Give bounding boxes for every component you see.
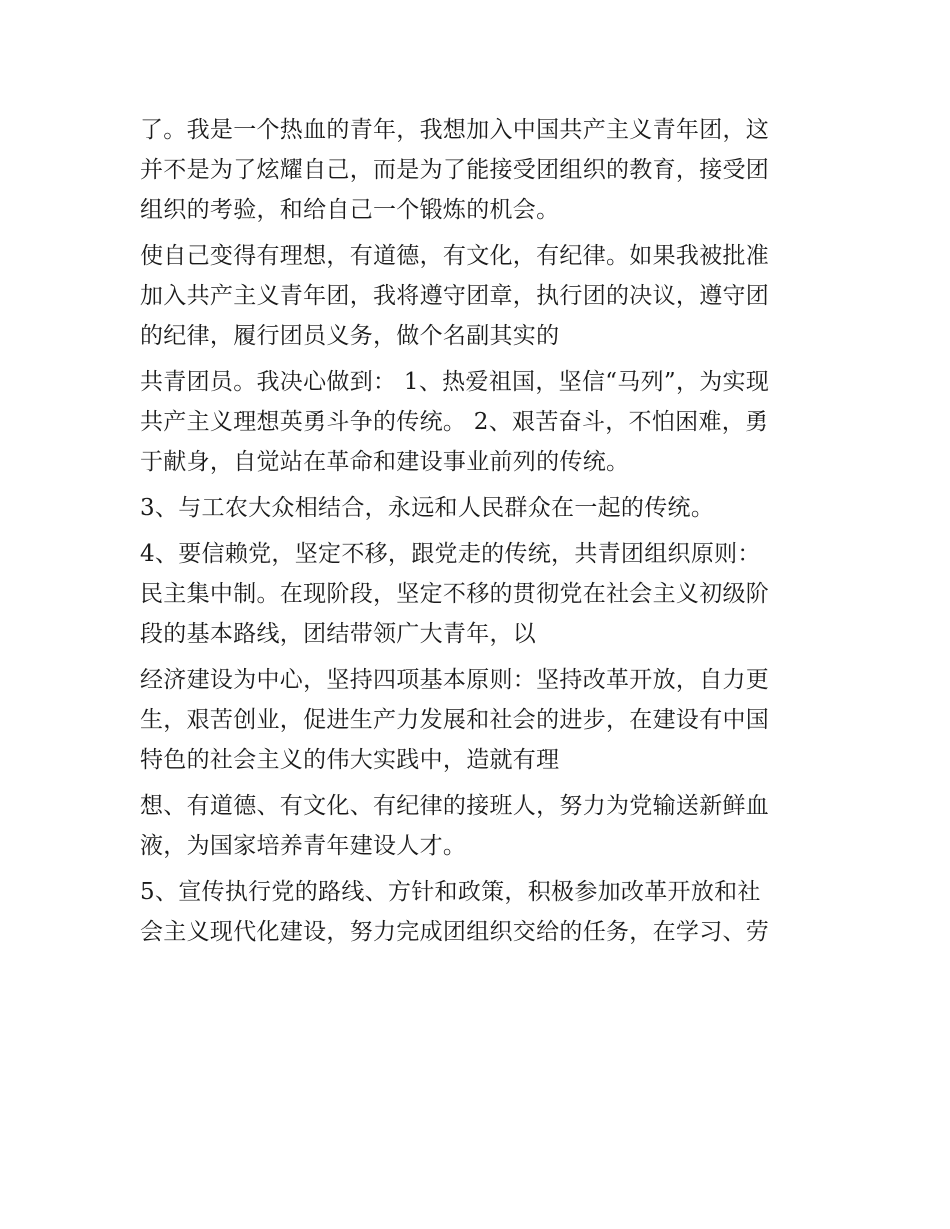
text-line-15: 生，艰苦创业，促进生产力发展和社会的进步，在建设有中国 — [140, 707, 770, 733]
text-line-1: 了。我是一个热血的青年，我想加入中国共产主义青年团，这 — [140, 117, 770, 143]
text-line-7: 共青团员。我决心做到： 1、热爱祖国，坚信“马列”，为实现 — [140, 369, 770, 395]
text-line-16: 特色的社会主义的伟大实践中，造就有理 — [140, 747, 560, 773]
text-line-5: 加入共产主义青年团，我将遵守团章，执行团的决议，遵守团 — [140, 283, 770, 309]
text-line-17: 想、有道德、有文化、有纪律的接班人，努力为党输送新鲜血 — [140, 793, 770, 819]
text-line-8: 共产主义理想英勇斗争的传统。 2、艰苦奋斗，不怕困难，勇 — [140, 409, 769, 435]
text-line-6: 的纪律，履行团员义务，做个名副其实的 — [140, 323, 560, 349]
text-line-2: 并不是为了炫耀自己，而是为了能接受团组织的教育，接受团 — [140, 157, 770, 183]
document-body — [140, 110, 820, 952]
text-line-12: 民主集中制。在现阶段，坚定不移的贯彻党在社会主义初级阶 — [140, 581, 770, 607]
text-line-14: 经济建设为中心，坚持四项基本原则：坚持改革开放，自力更 — [140, 667, 770, 693]
text-line-3: 组织的考验，和给自己一个锻炼的机会。 — [140, 197, 560, 223]
text-line-18: 液，为国家培养青年建设人才。 — [140, 833, 467, 859]
text-line-10: 3、与工农大众相结合，永远和人民群众在一起的传统。 — [140, 495, 715, 521]
text-line-19: 5、宣传执行党的路线、方针和政策，积极参加改革开放和社 — [140, 879, 761, 905]
text-line-20: 会主义现代化建设，努力完成团组织交给的任务，在学习、劳 — [140, 919, 770, 945]
text-line-13: 段的基本路线，团结带领广大青年，以 — [140, 621, 537, 647]
text-line-4: 使自己变得有理想，有道德，有文化，有纪律。如果我被批准 — [140, 243, 770, 269]
text-line-11: 4、要信赖党，坚定不移，跟党走的传统，共青团组织原则： — [140, 541, 761, 567]
text-line-9: 于献身，自觉站在革命和建设事业前列的传统。 — [140, 449, 630, 475]
